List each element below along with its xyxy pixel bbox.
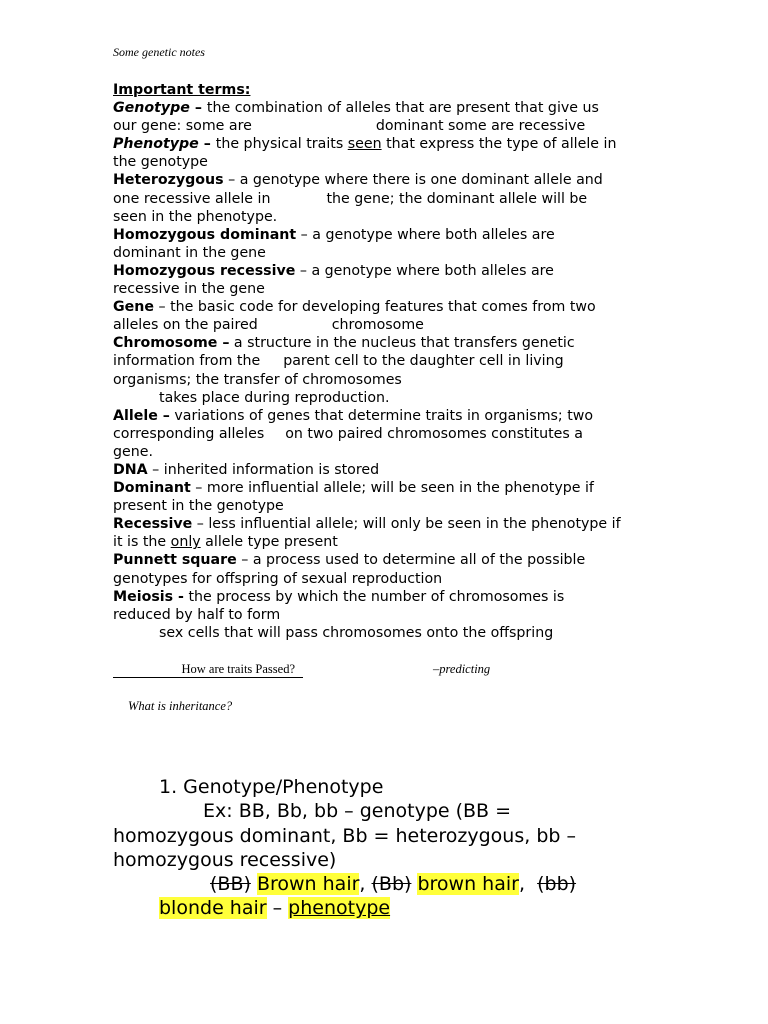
meiosis-term: Meiosis - (113, 588, 184, 605)
example-line-1: Ex: BB, Bb, bb – genotype (BB = (203, 800, 512, 823)
homozygous-dominant-def-1: – a genotype where both alleles are (296, 226, 555, 243)
genotype-entry (113, 99, 673, 117)
comma-2: , (518, 873, 525, 896)
recessive-term: Recessive (113, 516, 193, 533)
dna-entry (113, 461, 673, 479)
comma-1: , (359, 873, 366, 896)
phenotype-def-2: the genotype (113, 154, 208, 171)
genotype-term: Genotype (113, 100, 190, 117)
bb-mixed-struck: (Bb) (371, 873, 412, 896)
section-genotype-phenotype (113, 775, 673, 921)
example-line-3: homozygous recessive) (113, 848, 337, 871)
terms-title: Important terms: (113, 82, 251, 98)
meiosis-def-3: sex cells that will pass chromosomes onto the offspring (159, 624, 554, 641)
genotype-def-2a: our gene: some are (113, 118, 252, 135)
meiosis-entry (113, 588, 673, 606)
recessive-def-2b: allele type present (200, 534, 338, 551)
phenotype-seen: seen (347, 136, 382, 153)
heterozygous-def-2b: the gene; the dominant allele will be (326, 190, 588, 207)
gene-def-2b: chromosome (331, 317, 424, 334)
dominant-def-2: present in the genotype (113, 498, 284, 515)
recessive-def-2a: it is the (113, 534, 171, 551)
blonde-hair-highlight: blonde hair (159, 897, 267, 920)
gene-def-1: – the basic code for developing features that comes from two (154, 299, 596, 316)
example-line-2: homozygous dominant, Bb = heterozygous, bb – (113, 824, 576, 847)
homozygous-recessive-def-2: recessive in the gene (113, 281, 265, 298)
chromosome-def-2a: information from the (113, 353, 261, 370)
chromosome-def-1: a structure in the nucleus that transfers genetic (229, 335, 575, 352)
allele-def-2b: on two paired chromosomes constitutes a (285, 425, 583, 442)
question-inheritance: What is inheritance? (128, 699, 233, 713)
allele-entry (113, 407, 673, 425)
document-header: Some genetic notes (113, 45, 205, 59)
genotype-def: the combination of alleles that are present that give us (206, 100, 599, 117)
homozygous-recessive-term: Homozygous recessive (113, 262, 296, 279)
punnett-def-1: – a process used to determine all of the possible (236, 552, 586, 569)
question-traits-passed (113, 661, 303, 678)
heterozygous-entry (113, 171, 673, 189)
dominant-term: Dominant (113, 480, 191, 497)
allele-def-2a: corresponding alleles (113, 425, 265, 442)
brown-hair-highlight-1: Brown hair (256, 873, 360, 896)
phenotype-dash: – (198, 136, 216, 153)
chromosome-def-2b: parent cell to the daughter cell in living (283, 353, 564, 370)
gene-term: Gene (113, 299, 154, 316)
chromosome-def-3: organisms; the transfer of chromosomes (113, 371, 402, 388)
heterozygous-def-2a: one recessive allele in (113, 190, 271, 207)
phenotype-dash-sep: – (266, 897, 289, 920)
phenotype-term: Phenotype (113, 136, 199, 153)
phenotype-entry (113, 135, 673, 153)
heterozygous-def-3: seen in the phenotype. (113, 208, 278, 225)
dominant-entry (113, 479, 673, 497)
chromosome-term: Chromosome – (113, 335, 230, 352)
gene-def-2a: alleles on the paired (113, 317, 258, 334)
heterozygous-term: Heterozygous (113, 172, 224, 189)
phenotype-def-1b: that express the type of allele in (381, 136, 617, 153)
allele-def-1: variations of genes that determine traits in organisms; two (169, 407, 594, 424)
dominant-def-1: – more influential allele; will be seen in the phenotype if (190, 480, 594, 497)
punnett-entry (113, 551, 673, 569)
dna-def-1: – inherited information is stored (147, 461, 380, 478)
genotype-def-2b: dominant some are recessive (375, 118, 586, 135)
homozygous-recessive-def-1: – a genotype where both alleles are (295, 262, 554, 279)
recessive-only: only (170, 534, 201, 551)
bb-lower-struck: (bb) (537, 873, 577, 896)
homozygous-dominant-def-2: dominant in the gene (113, 244, 266, 261)
recessive-def-1: – less influential allele; will only be seen in the phenotype if (192, 516, 621, 533)
meiosis-def-2: reduced by half to form (113, 606, 281, 623)
allele-term: Allele – (113, 407, 170, 424)
chromosome-def-4: takes place during reproduction. (159, 389, 390, 406)
phenotype-def-1a: the physical traits (215, 136, 348, 153)
gene-entry (113, 298, 673, 316)
meiosis-def-1: the process by which the number of chromosomes is (183, 588, 565, 605)
dna-term: DNA (113, 461, 148, 478)
punnett-term: Punnett square (113, 552, 237, 569)
heterozygous-def-1: – a genotype where there is one dominant allele and (223, 172, 603, 189)
brown-hair-highlight-2: brown hair (417, 873, 519, 896)
allele-def-3: gene. (113, 443, 153, 460)
terms-section (113, 81, 673, 642)
question-traits-passed-text: How are traits Passed? (181, 662, 295, 676)
question-predicting: –predicting (433, 662, 491, 676)
phenotype-label-highlight: phenotype (288, 897, 391, 920)
homozygous-dominant-term: Homozygous dominant (113, 226, 297, 243)
section-heading: 1. Genotype/Phenotype (159, 776, 384, 798)
chromosome-entry (113, 334, 673, 352)
punnett-def-2: genotypes for offspring of sexual reproduction (113, 570, 443, 587)
genotype-dash: – (189, 100, 207, 117)
bb-upper-struck: (BB) (210, 873, 251, 896)
homozygous-recessive-entry (113, 262, 673, 280)
homozygous-dominant-entry (113, 226, 673, 244)
recessive-entry (113, 515, 673, 533)
